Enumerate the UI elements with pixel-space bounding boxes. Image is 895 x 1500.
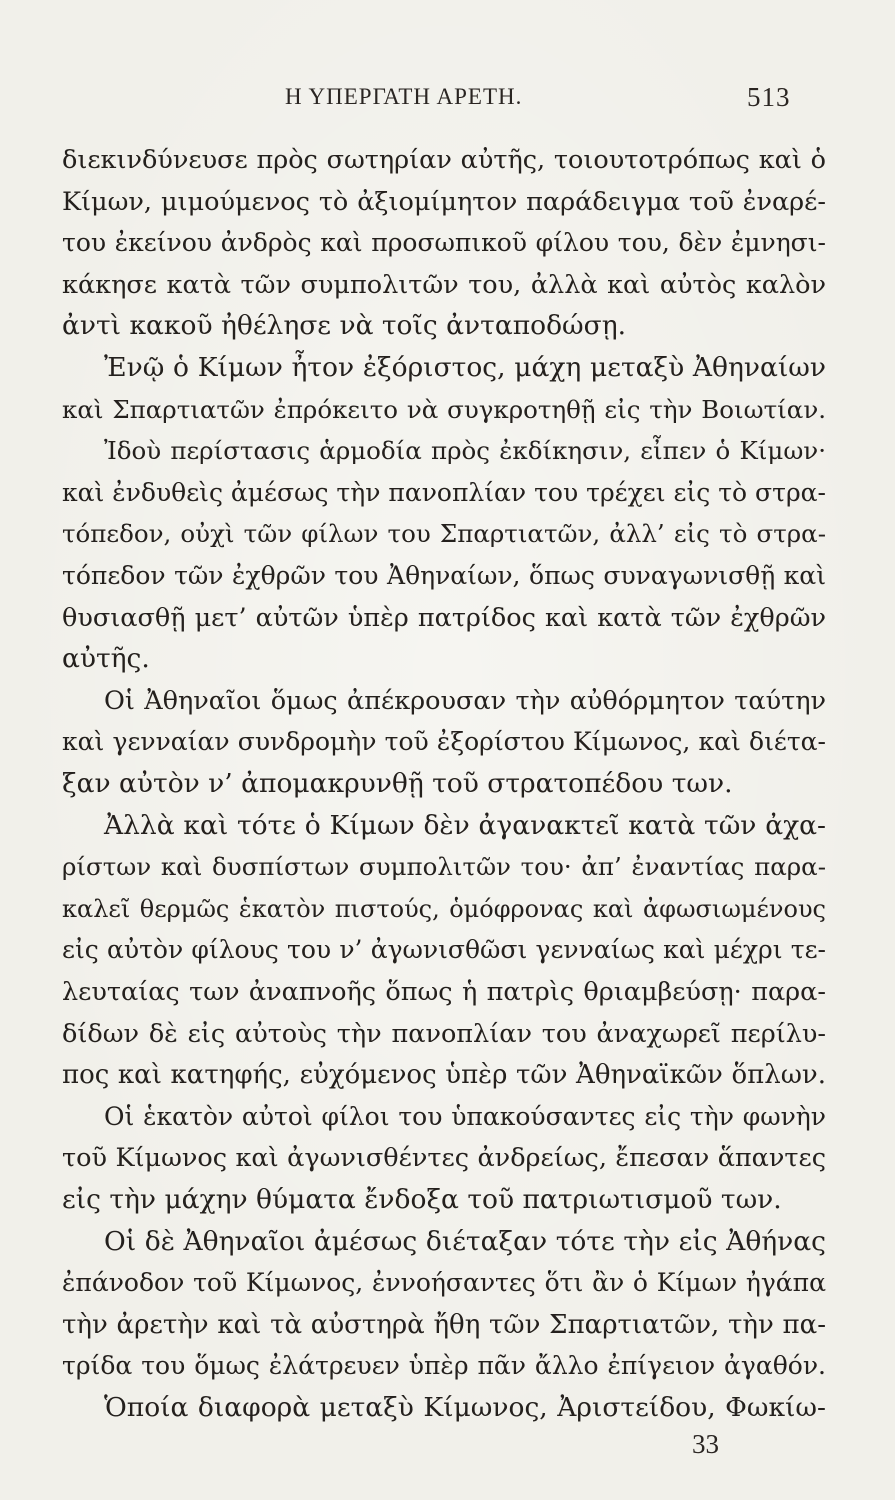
text-line: θυσιασθῇ μετ’ αὐτῶν ὑπὲρ πατρίδος καὶ κατὰ τῶν ἐχθρῶν — [62, 602, 826, 633]
text-line: ρίστων καὶ δυσπίστων συμπολιτῶν του· ἀπ’ ἐναντίας παρα- — [62, 852, 826, 882]
text-line: του ἐκείνου ἀνδρὸς καὶ προσωπικοῦ φίλου του, δὲν ἐμνησι- — [62, 228, 826, 258]
text-line: καὶ ἐνδυθεὶς ἀμέσως τὴν πανοπλίαν του τρέχει εἰς τὸ στρα- — [62, 477, 826, 507]
text-line: Ὁποία διαφορὰ μεταξὺ Κίμωνος, Ἀριστείδου, Φωκίω- — [104, 1392, 826, 1423]
text-line: καλεῖ θερμῶς ἑκατὸν πιστούς, ὁμόφρονας καὶ ἀφωσιωμένους — [62, 894, 826, 923]
text-line: καὶ γενναίαν συνδρομὴν τοῦ ἐξορίστου Κίμωνος, καὶ διέτα- — [62, 727, 826, 757]
text-line: εἰς τὴν μάχην θύματα ἔνδοξα τοῦ πατριωτισμοῦ των. — [62, 1184, 782, 1215]
text-line: λευταίας των ἀναπνοῆς ὅπως ἡ πατρὶς θριαμβεύσῃ· παρα- — [62, 977, 826, 1007]
text-line: Ἀλλὰ καὶ τότε ὁ Κίμων δὲν ἀγανακτεῖ κατὰ τῶν ἀχα- — [104, 809, 826, 841]
signature-mark: 33 — [692, 1429, 719, 1459]
text-line: Οἱ δὲ Ἀθηναῖοι ἀμέσως διέταξαν τότε τὴν εἰς Ἀθήνας — [104, 1225, 826, 1257]
text-line: διεκινδύνευσε πρὸς σωτηρίαν αὐτῆς, τοιουτοτρόπως καὶ ὁ — [62, 145, 826, 175]
page-number: 513 — [747, 82, 791, 112]
text-line: τόπεδον, οὐχὶ τῶν φίλων του Σπαρτιατῶν, ἀλλ’ εἰς τὸ στρα- — [62, 519, 826, 549]
text-line: δίδων δὲ εἰς αὐτοὺς τὴν πανοπλίαν του ἀναχωρεῖ περίλυ- — [62, 1018, 826, 1049]
text-line: Οἱ Ἀθηναῖοι ὅμως ἀπέκρουσαν τὴν αὐθόρμητον ταύτην — [104, 685, 826, 716]
text-line: αὐτῆς. — [62, 643, 150, 675]
text-line: Οἱ ἑκατὸν αὐτοὶ φίλοι του ὑπακούσαντες εἰς τὴν φωνὴν — [104, 1101, 826, 1131]
running-title: Η ΥΠΕΡΓΑΤΗ ΑΡΕΤΗ. — [285, 84, 523, 109]
text-line: πος καὶ κατηφής, εὐχόμενος ὑπὲρ τῶν Ἀθηναϊκῶν ὅπλων. — [62, 1060, 826, 1091]
text-line: εἰς αὐτὸν φίλους του ν’ ἀγωνισθῶσι γενναίως καὶ μέχρι τε- — [62, 935, 826, 965]
text-line: ξαν αὐτὸν ν’ ἀπομακρυνθῇ τοῦ στρατοπέδου των. — [62, 768, 733, 799]
text-line: ἀντὶ κακοῦ ἠθέλησε νὰ τοῖς ἀνταποδώσῃ. — [62, 310, 627, 342]
text-line: τρίδα του ὅμως ἐλάτρευεν ὑπὲρ πᾶν ἄλλο ἐπίγειον ἀγαθόν. — [62, 1351, 826, 1381]
text-line: τόπεδον τῶν ἐχθρῶν του Ἀθηναίων, ὅπως συναγωνισθῇ καὶ — [62, 561, 826, 590]
text-line: Κίμων, μιμούμενος τὸ ἀξιομίμητον παράδειγμα τοῦ ἐναρέ- — [62, 186, 826, 217]
text-line: Ἰδοὺ περίστασις ἁρμοδία πρὸς ἐκδίκησιν, εἶπεν ὁ Κίμων· — [104, 436, 826, 466]
text-line: ἐπάνοδον τοῦ Κίμωνος, ἐννοήσαντες ὅτι ἂν ὁ Κίμων ἠγάπα — [62, 1268, 826, 1298]
text-line: τοῦ Κίμωνος καὶ ἀγωνισθέντες ἀνδρείως, ἔπεσαν ἅπαντες — [62, 1143, 826, 1174]
text-line: Ἐνῷ ὁ Κίμων ἦτον ἐξόριστος, μάχη μεταξὺ Ἀθηναίων — [104, 352, 826, 383]
text-line: καὶ Σπαρτιατῶν ἐπρόκειτο νὰ συγκροτηθῇ εἰς τὴν Βοιωτίαν. — [62, 394, 826, 424]
text-line: κάκησε κατὰ τῶν συμπολιτῶν του, ἀλλὰ καὶ αὐτὸς καλὸν — [62, 269, 826, 300]
text-line: τὴν ἀρετὴν καὶ τὰ αὐστηρὰ ἤθη τῶν Σπαρτιατῶν, τὴν πα- — [62, 1309, 826, 1340]
